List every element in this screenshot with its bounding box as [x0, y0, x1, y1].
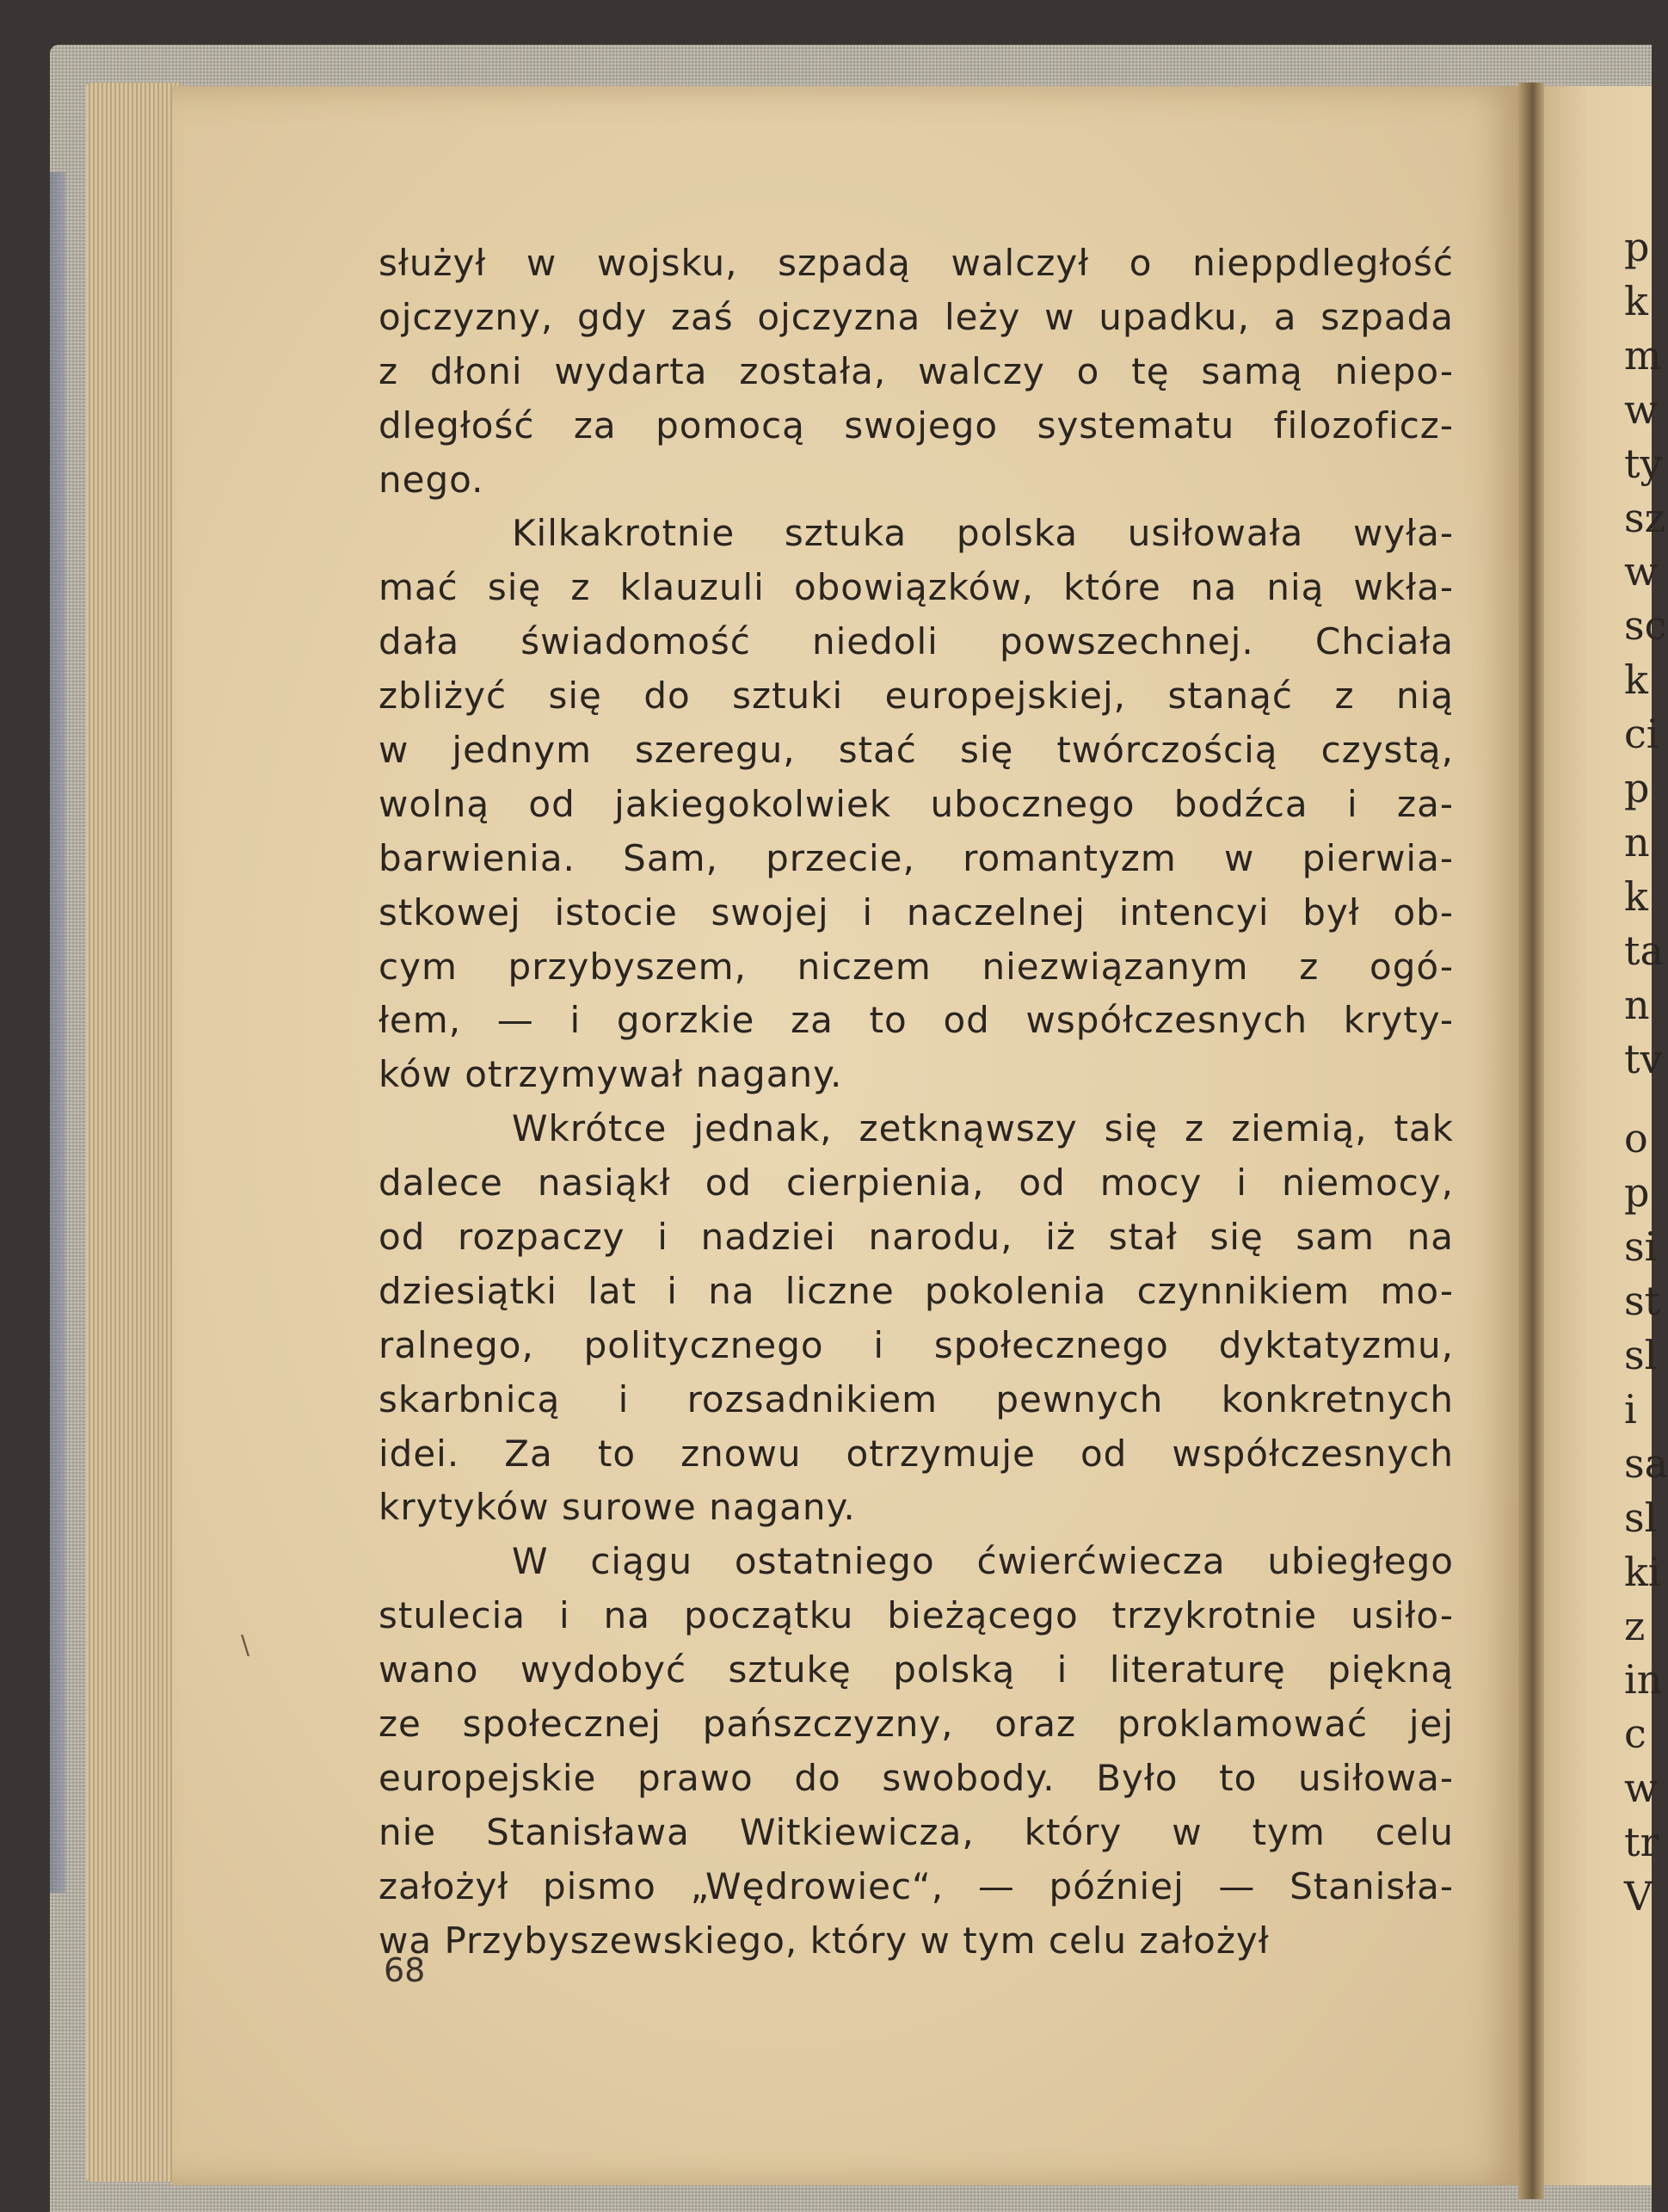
facing-line-fragment: sl — [1624, 1494, 1658, 1541]
text-line: wolną od jakiegokolwiek ubocznego bodźca i za- — [379, 782, 1454, 825]
facing-line-fragment: i — [1624, 1385, 1637, 1433]
paragraph — [379, 237, 1454, 507]
text-line: dległość za pomocą swojego systematu filozoficz- — [379, 404, 1454, 447]
text-line: barwienia. Sam, przecie, romantyzm w pierwia- — [379, 836, 1454, 879]
cover-edge — [50, 172, 65, 1893]
text-line: ojczyzny, gdy zaś ojczyzna leży w upadku, a szpada — [379, 295, 1454, 338]
page-mark: \ — [241, 1630, 250, 1661]
text-line: Wkrótce jednak, zetknąwszy się z ziemią, tak — [512, 1107, 1454, 1150]
text-line: zbliżyć się do sztuki europejskiej, stanąć z nią — [379, 675, 1454, 718]
text-line: służył w wojsku, szpadą walczył o nieppdległość — [379, 242, 1454, 284]
text-line: nego. — [379, 458, 484, 501]
facing-line-fragment: tr — [1624, 1819, 1659, 1866]
page-text — [379, 237, 1454, 1969]
book-gutter — [1518, 83, 1544, 2199]
facing-line-fragment: k — [1624, 656, 1648, 704]
facing-line-fragment: sc — [1624, 602, 1667, 650]
facing-line-fragment: p — [1624, 1169, 1650, 1217]
facing-line-fragment: n — [1624, 818, 1650, 866]
facing-line-fragment: p — [1624, 765, 1650, 811]
facing-line-fragment: V — [1624, 1873, 1653, 1919]
text-line: skarbnicą i rozsadnikiem pewnych konkretnych — [379, 1377, 1454, 1420]
facing-line-fragment: ty — [1624, 440, 1663, 487]
facing-line-fragment: w — [1624, 385, 1659, 433]
facing-line-fragment: ta — [1624, 927, 1664, 974]
text-line: w jednym szeregu, stać się twórczością czystą, — [379, 729, 1454, 772]
text-line: łem, — i gorzkie za to od współczesnych kryty- — [379, 999, 1454, 1042]
text-line: dziesiątki lat i na liczne pokolenia czynnikiem mo- — [379, 1269, 1454, 1312]
text-line: dała świadomość niedoli powszechnej. Chciała — [379, 620, 1454, 663]
facing-line-fragment: ki — [1624, 1548, 1661, 1595]
facing-line-fragment: w — [1624, 1765, 1659, 1812]
text-line: od rozpaczy i nadziei narodu, iż stał się sam na — [379, 1216, 1454, 1259]
text-line: dalece nasiąkł od cierpienia, od mocy i niemocy, — [379, 1161, 1454, 1205]
facing-line-fragment: o — [1624, 1115, 1648, 1162]
paragraph — [379, 507, 1454, 1102]
text-line: z dłoni wydarta została, walczy o tę samą niepo- — [379, 349, 1454, 392]
text-line: europejskie prawo do swobody. Było to usiłowa- — [379, 1756, 1454, 1799]
page-number: 68 — [384, 1951, 426, 1989]
facing-line-fragment: in — [1624, 1656, 1663, 1704]
facing-line-fragment: n — [1624, 981, 1650, 1028]
text-line: założył pismo „Wędrowiec“, — później — Stanisła- — [379, 1864, 1454, 1907]
facing-line-fragment: sz — [1624, 494, 1665, 541]
text-line: krytyków surowe nagany. — [379, 1486, 856, 1529]
facing-line-fragment: z — [1624, 1602, 1646, 1649]
facing-line-fragment: m — [1624, 331, 1662, 379]
text-line: idei. Za to znowu otrzymuje od współczesnych — [379, 1432, 1454, 1475]
page-edges — [86, 83, 181, 2182]
text-line: ze społecznej pańszczyzny, oraz proklamować jej — [379, 1703, 1454, 1746]
text-line: wa Przybyszewskiego, który w tym celu założył — [379, 1919, 1270, 1962]
facing-line-fragment: p — [1624, 224, 1650, 270]
facing-line-fragment: k — [1624, 277, 1648, 324]
facing-line-fragment: c — [1624, 1710, 1646, 1758]
facing-line-fragment: si — [1624, 1223, 1658, 1271]
text-line: wano wydobyć sztukę polską i literaturę piękną — [379, 1648, 1454, 1691]
facing-line-fragment: w — [1624, 548, 1659, 595]
facing-line-fragment: tv — [1624, 1035, 1663, 1082]
paragraph — [379, 1102, 1454, 1535]
text-line: Kilkakrotnie sztuka polska usiłowała wyła- — [512, 512, 1454, 555]
facing-line-fragment: st — [1624, 1278, 1661, 1325]
text-line: ralnego, politycznego i społecznego dyktatyzmu, — [379, 1323, 1454, 1366]
text-line: cym przybyszem, niczem niezwiązanym z ogó- — [379, 945, 1454, 988]
text-line: nie Stanisława Witkiewicza, który w tym celu — [379, 1810, 1454, 1853]
facing-line-fragment: sl — [1624, 1332, 1658, 1378]
paragraph — [379, 1535, 1454, 1968]
text-line: stkowej istocie swojej i naczelnej intencyi był ob- — [379, 890, 1454, 933]
text-line: mać się z klauzuli obowiązków, które na nią wkła- — [379, 566, 1454, 609]
facing-line-fragment: k — [1624, 872, 1648, 920]
text-line: ków otrzymywał nagany. — [379, 1053, 843, 1096]
facing-line-fragment: ci — [1624, 711, 1659, 758]
text-line: stulecia i na początku bieżącego trzykrotnie usiło- — [379, 1594, 1454, 1637]
facing-line-fragment: sa — [1624, 1439, 1668, 1487]
text-line: W ciągu ostatniego ćwierćwiecza ubiegłego — [512, 1540, 1454, 1583]
